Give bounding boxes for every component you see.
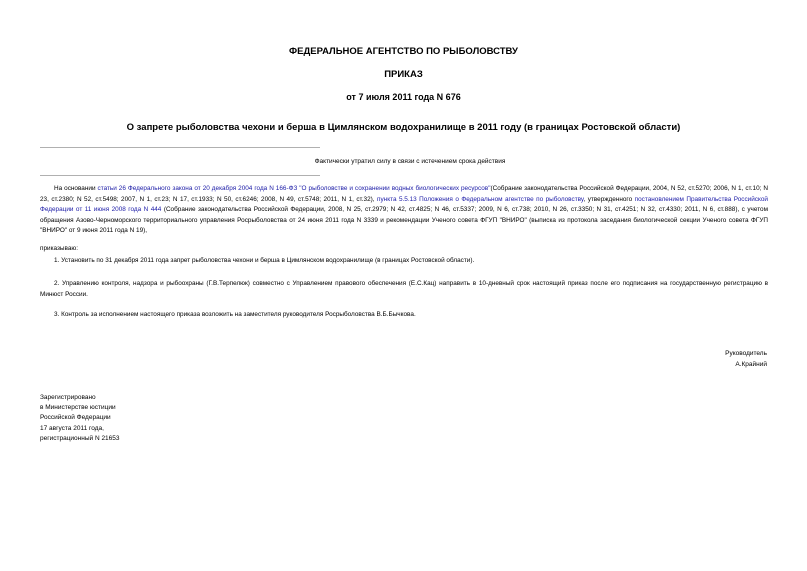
preamble-text-2: (Собрание законодательства Российской Федерации, 2004, N 52, ст.5270; 2006, N 1, ст.10; N 23, ст.2380; N 52, ст.5498; 2007, N 1, ст.23; N 17, ст.1933; N 50, ст.6246; 2008, N 49, ст.5748; 2011, N 1, ст.32), — [40, 185, 768, 203]
document-type: ПРИКАЗ — [384, 69, 423, 80]
preamble-paragraph — [40, 184, 768, 237]
link-government-decree-444[interactable]: постановлением Правительства Российской Федерации от 11 июня 2008 года N 444 — [40, 195, 768, 213]
registration-block — [40, 393, 120, 444]
agency-name: ФЕДЕРАЛЬНОЕ АГЕНТСТВО ПО РЫБОЛОВСТВУ — [289, 46, 518, 57]
preamble-text-4: (Собрание законодательства Российской Федерации, 2008, N 25, ст.2979; N 42, ст.4825; N 46, ст.5337; 2009, N 6, ст.738; 2010, N 26, ст.3350; N 31, ст.4251; N 32, ст.4330; 2011, N 6, ст.888), с учетом обращения Азово-Черноморского территориального управления Росрыболовства от 24 июня 2011 года N 3339 и рекомендации Ученого совета ФГУП "ВНИРО" (выписка из протокола заседания биологической секции Ученого совета ФГУП "ВНИРО" от 9 июня 2011 года N 19), — [40, 206, 768, 234]
status-note: Фактически утратил силу в связи с истечением срока действия — [314, 158, 506, 165]
registration-line: Российской Федерации — [40, 414, 111, 422]
link-federal-law-article-26[interactable]: статьи 26 Федерального закона от 20 декабря 2004 года N 166-ФЗ "О рыболовстве и сохранении водных биологических ресурсов" — [97, 185, 491, 192]
divider-top — [40, 147, 320, 148]
document-date-number: от 7 июля 2011 года N 676 — [346, 92, 461, 102]
signature-block — [725, 349, 767, 370]
signatory-position: Руководитель — [725, 350, 767, 357]
registration-line: Зарегистрировано — [40, 394, 96, 401]
link-regulation-item-5-5-13[interactable]: пункта 5.5.13 Положения о Федеральном агентстве по рыболовству — [377, 195, 584, 203]
order-word: приказываю: — [40, 245, 78, 252]
signatory-name: А.Крайний — [735, 360, 767, 368]
order-item-3: 3. Контроль за исполнением настоящего приказа возложить на заместителя руководителя Росрыболовства В.Б.Бычкова. — [54, 311, 416, 318]
registration-line: регистрационный N 21653 — [40, 434, 120, 442]
registration-line: в Министерстве юстиции — [40, 404, 116, 412]
order-item-1: 1. Установить по 31 декабря 2011 года запрет рыболовства чехони и берша в Цимлянском водохранилище (в границах Ростовской области). — [54, 257, 475, 264]
registration-line: 17 августа 2011 года, — [40, 424, 104, 432]
divider-bottom — [40, 175, 320, 176]
document-title: О запрете рыболовства чехони и берша в Цимлянском водохранилище в 2011 году (в границах Ростовской области) — [126, 122, 681, 133]
preamble-text-3: , утвержденного — [583, 195, 635, 203]
order-item-2: 2. Управлению контроля, надзора и рыбоохраны (Г.В.Терпелюк) совместно с Управлением правового обеспечения (Е.С.Кац) направить в 10-дневный срок настоящий приказ после его подписания на государственную регистрацию в Минюст России. — [40, 280, 768, 298]
preamble-text-1: На основании — [54, 185, 98, 192]
